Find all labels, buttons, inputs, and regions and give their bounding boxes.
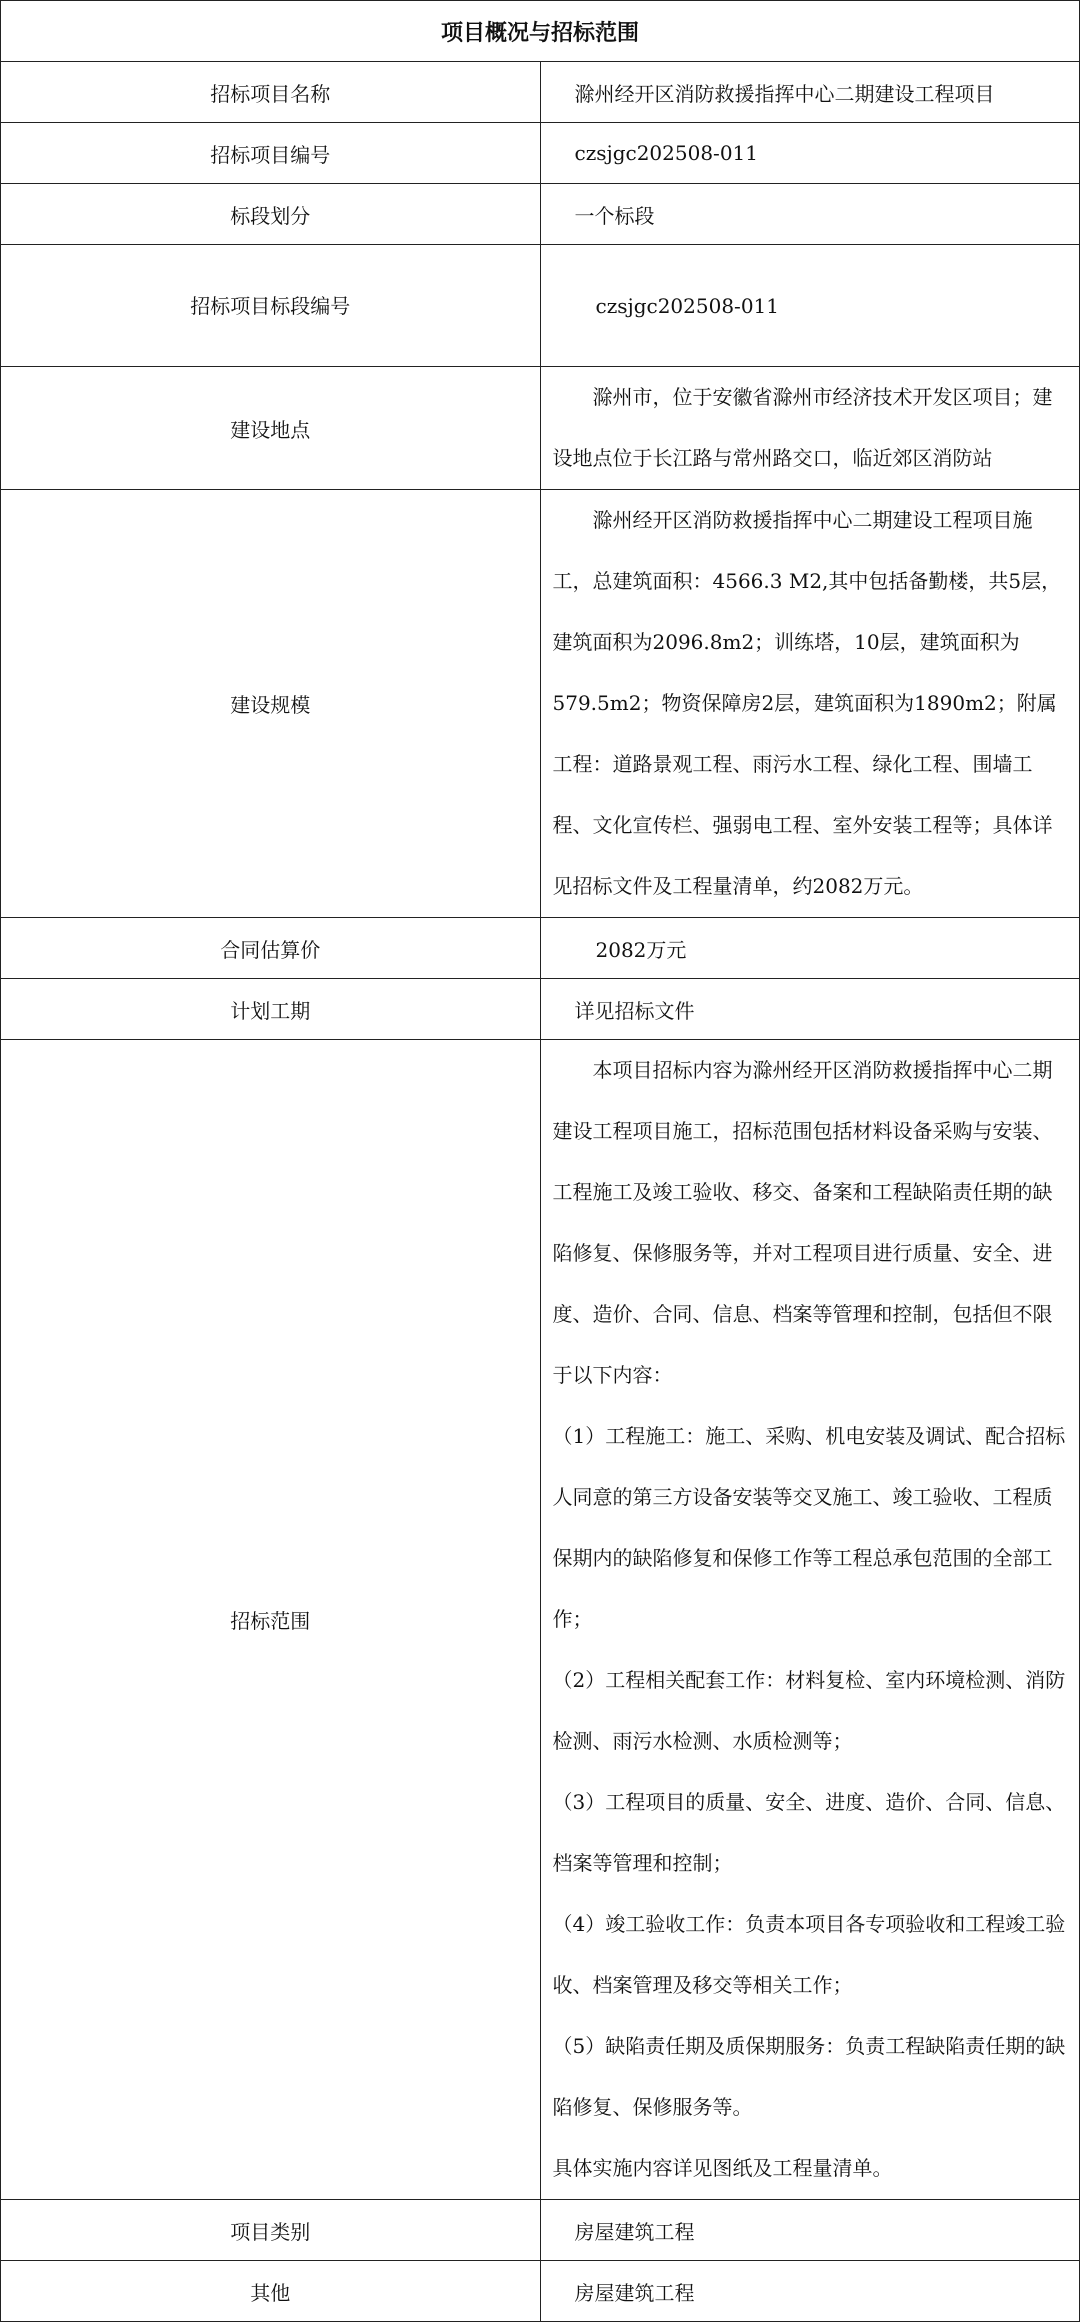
table-row [1,490,1080,918]
table-row [1,123,1080,184]
row-label: 招标项目标段编号 [1,245,541,367]
row-value: 2082万元 [540,918,1080,979]
row-value: 滁州经开区消防救援指挥中心二期建设工程项目 [540,62,1080,123]
row-label: 计划工期 [1,979,541,1040]
row-label: 招标范围 [1,1040,541,2200]
table-title: 项目概况与招标范围 [1,1,1080,62]
row-label: 合同估算价 [1,918,541,979]
row-value: 滁州经开区消防救援指挥中心二期建设工程项目施工，总建筑面积：4566.3 M2,其中包括备勤楼，共5层，建筑面积为2096.8m2；训练塔，10层，建筑面积为579.5m2；物资保障房2层，建筑面积为1890m2；附属工程：道路景观工程、雨污水工程、绿化工程、围墙工程、文化宣传栏、强弱电工程、室外安装工程等；具体详见招标文件及工程量清单，约2082万元。 [552,508,1062,898]
table-row [1,2261,1080,2322]
table-row [1,367,1080,490]
row-value: 房屋建筑工程 [540,2200,1080,2261]
row-label: 建设地点 [1,367,541,490]
table-row [1,1040,1080,2200]
scope-paragraph: （2）工程相关配套工作：材料复检、室内环境检测、消防检测、雨污水检测、水质检测等； [552,1668,1066,1753]
row-label: 标段划分 [1,184,541,245]
scope-paragraph: （5）缺陷责任期及质保期服务：负责工程缺陷责任期的缺陷修复、保修服务等。 [552,2034,1066,2119]
row-label: 招标项目名称 [1,62,541,123]
row-label: 招标项目编号 [1,123,541,184]
bid-scope-cell [540,1040,1080,2200]
row-value: 详见招标文件 [540,979,1080,1040]
scope-paragraph: （4）竣工验收工作：负责本项目各专项验收和工程竣工验收、档案管理及移交等相关工作； [552,1912,1066,1997]
table-row [1,62,1080,123]
row-value: 房屋建筑工程 [540,2261,1080,2322]
row-value: 滁州市，位于安徽省滁州市经济技术开发区项目；建设地点位于长江路与常州路交口，临近郊区消防站 [552,385,1053,470]
scope-paragraph: （3）工程项目的质量、安全、进度、造价、合同、信息、档案等管理和控制； [552,1790,1066,1875]
row-value-cell [540,367,1080,490]
table-row [1,184,1080,245]
row-label: 其他 [1,2261,541,2322]
row-label: 建设规模 [1,490,541,918]
row-value-cell [540,490,1080,918]
table-row [1,918,1080,979]
table-row [1,979,1080,1040]
row-value: czsjgc202508-011 [540,245,1080,367]
scope-paragraph: 具体实施内容详见图纸及工程量清单。 [552,2156,893,2180]
scope-paragraph: （1）工程施工：施工、采购、机电安装及调试、配合招标人同意的第三方设备安装等交叉施工、竣工验收、工程质保期内的缺陷修复和保修工作等工程总承包范围的全部工作； [552,1424,1066,1631]
row-label: 项目类别 [1,2200,541,2261]
row-value: czsjgc202508-011 [540,123,1080,184]
scope-paragraph: 本项目招标内容为滁州经开区消防救援指挥中心二期建设工程项目施工，招标范围包括材料设备采购与安装、工程施工及竣工验收、移交、备案和工程缺陷责任期的缺陷修复、保修服务等，并对工程项目进行质量、安全、进度、造价、合同、信息、档案等管理和控制，包括但不限于以下内容： [552,1058,1053,1387]
table-row [1,2200,1080,2261]
table-row [1,245,1080,367]
row-value: 一个标段 [540,184,1080,245]
table-title-row [1,1,1080,62]
